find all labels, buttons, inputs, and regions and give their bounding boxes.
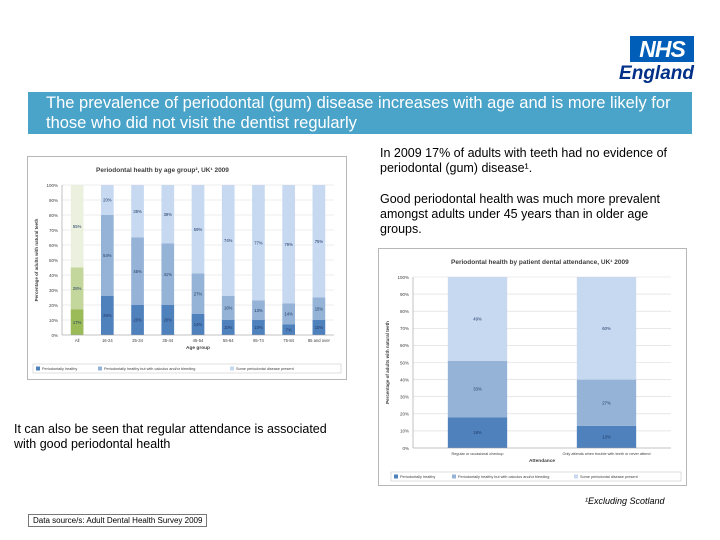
data-label: 75% — [314, 238, 324, 244]
y-tick-label: 70% — [48, 227, 58, 233]
data-label: 13% — [254, 307, 263, 313]
data-label: 14% — [284, 311, 293, 317]
y-tick-label: 40% — [48, 272, 58, 278]
y-tick-label: 20% — [399, 411, 409, 417]
y-tick-label: 0% — [51, 332, 58, 338]
nhs-logo-mark: NHS — [630, 36, 694, 62]
slide-title-banner — [28, 92, 692, 134]
y-tick-label: 10% — [399, 428, 409, 434]
data-label: 49% — [473, 316, 482, 322]
y-tick-label: 90% — [48, 197, 58, 203]
y-tick-label: 40% — [399, 377, 409, 383]
legend-swatch — [230, 367, 234, 371]
data-label: 26% — [103, 313, 112, 319]
age-group-chart — [28, 157, 346, 379]
data-label: 60% — [602, 325, 611, 331]
data-label: 20% — [163, 317, 172, 323]
x-tick-label: All — [74, 338, 80, 343]
slide-title: The prevalence of periodontal (gum) disease increases with age and is more likely for those who did not visit the dentist regularly — [46, 94, 671, 132]
y-axis-label: Percentage of adults with natural teeth — [34, 218, 39, 302]
data-label: 77% — [254, 240, 263, 246]
england-logo-text: England — [619, 63, 694, 84]
attendance-chart-panel — [378, 248, 687, 486]
legend-entry: Periodontally healthy but with calculus and/or bleeding — [104, 367, 196, 372]
y-tick-label: 0% — [402, 445, 409, 451]
y-tick-label: 60% — [48, 242, 58, 248]
data-label: 10% — [314, 325, 324, 331]
paragraph-attendance: It can also be seen that regular attendance is associated with good periodontal health — [14, 422, 327, 451]
data-label: 59% — [193, 226, 203, 232]
x-tick-label: 25-34 — [132, 338, 143, 343]
data-label: 27% — [193, 291, 203, 297]
legend-entry: Some periodontal disease present — [580, 475, 638, 480]
y-tick-label: 100% — [397, 274, 409, 280]
x-tick-label: 16-24 — [101, 338, 113, 343]
age-group-chart-panel — [27, 156, 347, 380]
data-label: 10% — [254, 325, 263, 331]
data-label: 18% — [473, 430, 482, 436]
data-label: 45% — [133, 268, 142, 274]
y-tick-label: 50% — [48, 257, 58, 263]
data-label: 33% — [473, 386, 482, 392]
x-tick-label: Only attends when trouble with teeth or never attend — [562, 452, 651, 456]
x-tick-label: 45-54 — [192, 338, 204, 343]
y-tick-label: 80% — [48, 212, 58, 218]
data-label: 20% — [103, 197, 112, 203]
y-tick-label: 30% — [399, 394, 409, 400]
data-label: 14% — [193, 322, 203, 328]
data-label: 15% — [314, 306, 324, 312]
data-label: 17% — [72, 319, 82, 325]
y-axis-label: Percentage of adults with natural teeth — [385, 321, 390, 404]
data-label: 41% — [163, 271, 172, 277]
x-tick-label: 55-64 — [222, 338, 234, 343]
x-tick-label: Regular or occasional checkup — [451, 452, 504, 456]
y-tick-label: 70% — [399, 326, 409, 332]
x-tick-label: 75-84 — [283, 338, 295, 343]
data-label: 10% — [224, 325, 233, 331]
data-label: 39% — [163, 211, 172, 217]
data-label: 16% — [224, 305, 233, 311]
legend-swatch — [394, 475, 398, 479]
legend-swatch — [36, 367, 40, 371]
legend-swatch — [98, 367, 102, 371]
legend-swatch — [574, 475, 578, 479]
data-source: Data source/s: Adult Dental Health Survey 2009 — [28, 514, 207, 527]
data-label: 35% — [133, 208, 142, 214]
data-label: 55% — [72, 223, 82, 229]
data-label: 13% — [602, 434, 611, 440]
y-tick-label: 20% — [48, 302, 58, 308]
data-label: 7% — [285, 327, 292, 333]
legend-entry: Periodontally healthy — [400, 475, 436, 480]
y-tick-label: 80% — [399, 309, 409, 314]
y-tick-label: 60% — [399, 343, 409, 349]
legend-entry: Some periodontal disease present — [236, 367, 294, 372]
data-label: 74% — [224, 238, 233, 244]
chart-title: Periodontal health by age group², UK¹ 2009 — [96, 167, 229, 174]
footnote: ¹Excluding Scotland — [585, 496, 665, 506]
data-label: 20% — [133, 317, 142, 323]
legend-entry: Periodontally healthy — [42, 367, 78, 372]
x-axis-label: Attendance — [528, 459, 556, 464]
x-tick-label: 35-44 — [162, 338, 174, 343]
data-label: 54% — [103, 253, 112, 259]
x-tick-label: 65-74 — [253, 338, 264, 343]
paragraph-age-groups: Good periodontal health was much more prevalent amongst adults under 45 years than in older age groups. — [380, 192, 661, 236]
x-tick-label: 85 and over — [307, 338, 330, 343]
legend-swatch — [452, 475, 456, 479]
data-label: 79% — [284, 241, 293, 247]
legend-entry: Periodontally healthy but with calculus and/or bleeding — [458, 475, 550, 480]
y-tick-label: 10% — [48, 317, 58, 323]
chart-title: Periodontal health by patient dental attendance, UK¹ 2009 — [451, 259, 629, 266]
y-tick-label: 50% — [399, 360, 409, 366]
x-axis-label: Age group — [186, 346, 210, 351]
y-tick-label: 100% — [46, 182, 58, 188]
y-tick-label: 90% — [399, 291, 409, 297]
paragraph-no-evidence: In 2009 17% of adults with teeth had no evidence of periodontal (gum) disease¹. — [380, 146, 668, 175]
y-tick-label: 30% — [48, 287, 58, 293]
data-label: 28% — [72, 286, 82, 292]
attendance-chart — [379, 249, 686, 485]
data-label: 27% — [602, 400, 611, 406]
nhs-england-logo — [610, 36, 694, 84]
